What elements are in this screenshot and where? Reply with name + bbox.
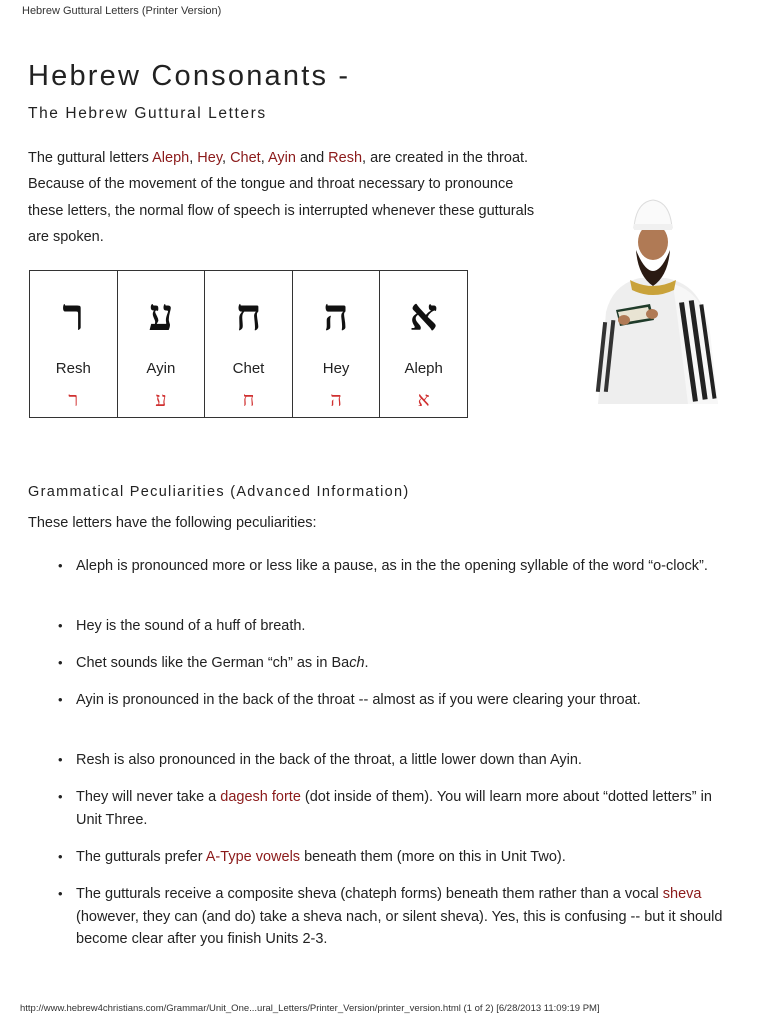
rabbi-illustration [578,192,728,404]
hebrew-letter: ח [235,290,262,341]
hebrew-letter: ה [323,290,349,341]
letter-cell-ayin [118,271,206,417]
list-item [58,615,728,638]
emphasis-text: ch [349,655,365,671]
list-item-text: They will never take a [76,789,221,805]
letter-cell-chet [205,271,293,417]
letter-name: Resh [55,360,91,377]
list-item [58,555,728,578]
list-item-text: Aleph is pronounced more or less like a pause, as in the the opening syllable of the word “o-clock”. [76,558,708,574]
resh-term: Resh [328,150,363,166]
bullet-icon: • [58,618,63,633]
bullet-icon: • [58,558,63,573]
intro-text-rest: , are created in the throat. Because of the movement of the tongue and throat necessary to pronounce these letters, the normal flow of speech is interrupted whenever these gutturals are spoken. [28,150,535,245]
script-letter: ע [155,387,167,411]
letter-cell-aleph [380,271,467,417]
sheva-link[interactable]: sheva [662,886,702,902]
hey-term: Hey [197,150,222,166]
list-item-text: Resh is also pronounced in the back of the throat, a little lower down than Ayin. [76,752,582,768]
list-item [58,689,728,712]
a-type-vowels-link[interactable]: A-Type vowels [205,849,301,865]
page-title: Hebrew Consonants - [28,60,351,92]
list-item [58,786,728,831]
list-item-text-end: (dot inside of them). You will learn more about “dotted letters” in Unit Three. [76,789,712,828]
hebrew-letter: ר [62,290,85,341]
list-item-text: The gutturals receive a composite sheva (chateph forms) beneath them rather than a vocal [76,886,663,902]
bullet-icon: • [58,752,63,767]
list-item [58,846,728,869]
list-item-text: The gutturals prefer [76,849,206,865]
bullet-icon: • [58,692,63,707]
list-item [58,883,728,951]
bullet-icon: • [58,655,63,670]
script-letter: ח [242,387,255,411]
intro-separator: , [260,150,268,166]
intro-paragraph [28,145,538,250]
ayin-term: Ayin [267,150,296,166]
script-letter: א [417,387,430,411]
dagesh-forte-link[interactable]: dagesh forte [220,789,301,805]
script-letter: ר [68,387,79,411]
hebrew-letter: ע [148,290,174,341]
letter-cell-hey [293,271,381,417]
list-item-text-end: . [364,655,369,671]
letter-name: Aleph [404,360,443,377]
list-item-text: Hey is the sound of a huff of breath. [76,618,306,634]
list-item-text-end: beneath them (more on this in Unit Two). [300,849,566,865]
intro-conjunction: and [295,150,329,166]
section-heading: Grammatical Peculiarities (Advanced Information) [28,484,410,500]
chet-term: Chet [230,150,261,166]
list-item-text-end: (however, they can (and do) take a sheva nach, or silent sheva). Yes, this is confusing -- but it should become clear after you finish Units 2-3. [76,908,723,947]
guttural-letters-table [29,270,468,418]
letter-name: Ayin [146,360,176,377]
bullet-icon: • [58,789,63,804]
list-item [58,652,728,675]
letter-cell-resh [30,271,118,417]
aleph-term: Aleph [152,150,190,166]
script-letter: ה [330,387,342,411]
print-footer: http://www.hebrew4christians.com/Grammar/Unit_One...ural_Letters/Printer_Version/printer_version.html (1 of 2) [6/28/2013 11:09:19 PM] [20,1003,600,1014]
print-header: Hebrew Guttural Letters (Printer Version) [22,5,222,17]
lead-text: These letters have the following peculiarities: [28,515,317,531]
page-subtitle: The Hebrew Guttural Letters [28,105,267,122]
letter-name: Hey [322,360,350,377]
intro-separator: , [189,150,198,166]
list-item-text: Ayin is pronounced in the back of the throat -- almost as if you were clearing your throat. [76,692,641,708]
bullet-icon: • [58,849,63,864]
list-item-text: Chet sounds like the German “ch” as in Ba [76,655,350,671]
intro-separator: , [222,150,231,166]
bullet-icon: • [58,886,63,901]
letter-name: Chet [232,360,265,377]
list-item [58,749,728,772]
hebrew-letter: א [409,290,438,341]
intro-text: The guttural letters [28,150,153,166]
